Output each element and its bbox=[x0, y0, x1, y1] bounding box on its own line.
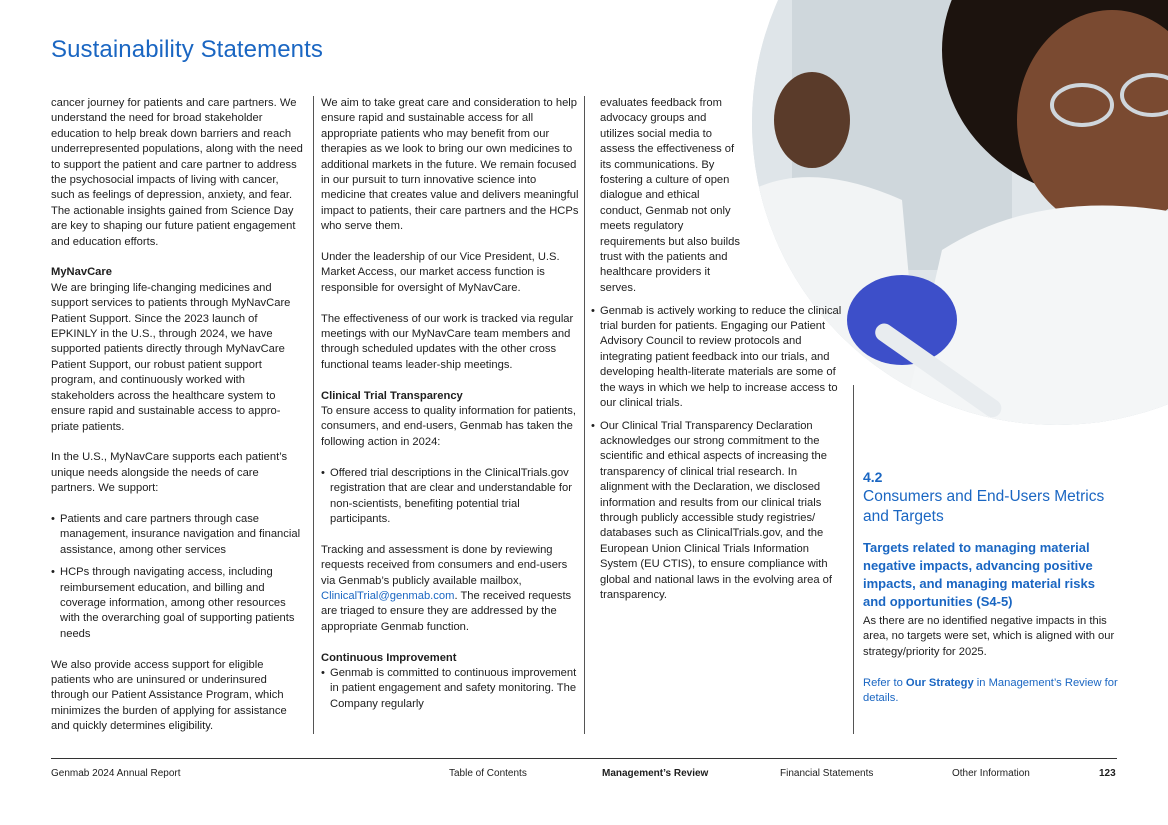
col2-bullet-list-2 bbox=[321, 666, 579, 712]
col2-para2: Under the leadership of our Vice President, U.S. Market Access, our market access function is responsible for oversight of MyNavCare. bbox=[321, 251, 560, 294]
list-item: • Genmab is committed to continuous improvement in patient engagement and safety monitoring. The Company regularly bbox=[321, 666, 579, 712]
list-item: • HCPs through navigating access, including reimbursement education, and billing and coverage information, among other resources with the overarching goal of supporting patients needs bbox=[51, 565, 303, 642]
footer-link-other-information[interactable]: Other Information bbox=[952, 768, 1030, 779]
list-item: • Genmab is actively working to reduce the clinical trial burden for patients. Engaging our Patient Advisory Council to review protocols and integrating patient feedback into our trials, and developing health-literate materials are some of the ways in which we help to increase access to our clinical trials. bbox=[591, 304, 847, 412]
list-item: • Our Clinical Trial Transparency Declaration acknowledges our strong commitment to the scientific and ethical aspects of increasing the transparency of clinical trial research. In alignment with the Declaration, we disclosed information and results from our clinical trials through publicly accessible study registries/ databases such as ClinicalTrials.gov, and the European Union Clinical Trials Information System (EU CTIS), to ensure compliance with global and national laws in the evolving area of transparency. bbox=[591, 419, 847, 604]
para5-text-end: . The received requests are triaged to ensure they are addressed by the appropriate Genmab function. bbox=[321, 589, 572, 633]
ref-prefix: Refer to bbox=[863, 677, 906, 689]
section-reference bbox=[863, 676, 1121, 707]
column-divider bbox=[584, 96, 585, 734]
col1-intro: cancer journey for patients and care partners. We understand the need for broad stakeholder education to help break down barriers and reach underrepresented populations, along with the need to support the patient and care partner to address the psychosocial impacts of living with cancer, such as feelings of depression, anxiety, and fear. The actionable insights gained from Science Day are key to shaping our future patient engagement and education efforts. bbox=[51, 97, 303, 248]
col2-para4: To ensure access to quality information for patients, consumers, and end-users, Genmab has taken the following action in 2024: bbox=[321, 405, 576, 448]
col3-bullet-list bbox=[591, 304, 847, 604]
col1-para3: We also provide access support for eligible patients who are uninsured or underinsured through our Patient Assistance Program, which minimizes the burden of applying for assistance and quickly determines eligibility. bbox=[51, 658, 287, 733]
footer-report-title: Genmab 2024 Annual Report bbox=[51, 768, 181, 779]
col2-para5 bbox=[321, 543, 579, 635]
col3-continued: evaluates feedback from advocacy groups and utilizes social media to assess the effectiveness of its communications. By fostering a culture of open dialogue and ethical conduct, Genmab not only meets regulatory requirements but also builds trust with the patients and healthcare providers it serves. bbox=[600, 97, 740, 294]
column-2 bbox=[321, 96, 579, 728]
column-divider bbox=[313, 96, 314, 734]
footer-link-management-review[interactable]: Management’s Review bbox=[602, 768, 709, 779]
footer-link-toc[interactable]: Table of Contents bbox=[449, 768, 527, 779]
section-title: Consumers and End-Users Metrics and Targets bbox=[863, 488, 1105, 525]
mynavcare-heading: MyNavCare bbox=[51, 266, 112, 279]
col2-para1: We aim to take great care and consideration to help ensure rapid and sustainable access for all appropriate patients who may benefit from our therapies as we look to bring our own medicines to additional markets in the future. We remain focused in our pursuit to turn innovative science into medicine that creates value and delivers meaningful impact to patients, their care partners and the HCPs who serve them. bbox=[321, 97, 579, 233]
our-strategy-link[interactable]: Our Strategy bbox=[905, 677, 974, 689]
para5-text: Tracking and assessment is done by reviewing requests received from consumers and end-users via Genmab’s publicly available mailbox, bbox=[321, 543, 568, 587]
continuous-improvement-heading: Continuous Improvement bbox=[321, 651, 457, 664]
section-heading: Targets related to managing material negative impacts, advancing positive impacts, and managing material risks and opportunities (S4-5) bbox=[863, 540, 1095, 609]
footer-divider bbox=[51, 758, 1117, 759]
list-item: • Offered trial descriptions in the ClinicalTrials.gov registration that are clear and understandable for non-scientists, benefiting potential trial participants. bbox=[321, 466, 579, 528]
page-title: Sustainability Statements bbox=[51, 36, 323, 63]
col1-bullet-list bbox=[51, 512, 303, 642]
col1-para1: We are bringing life-changing medicines and support services to patients through MyNavCare Patient Support. Since the 2023 launch of EPKINLY in the U.S., through 2024, we have supported patients directly through MyNavCare Patient Support, our robust patient support program, and continuously worked with stakeholders across the healthcare system to ensure rapid and sustainable access to appro-priate patients. bbox=[51, 281, 291, 433]
ref-suffix: in Management’s Review for details. bbox=[863, 677, 1118, 705]
col1-para2: In the U.S., MyNavCare supports each patient’s unique needs alongside the needs of care partners. We support: bbox=[51, 451, 288, 495]
col2-para3: The effectiveness of our work is tracked via regular meetings with our MyNavCare team members and through scheduled updates with the other cross functional teams leader-ship meetings. bbox=[321, 312, 574, 371]
section-body: As there are no identified negative impacts in this area, no targets were set, which is aligned with our strategy/priority for 2025. bbox=[863, 615, 1115, 658]
list-item: • Patients and care partners through case management, insurance navigation and financial assistance, among other services bbox=[51, 512, 303, 558]
mailbox-link[interactable]: ClinicalTrial@genmab.com bbox=[321, 589, 455, 602]
column-1 bbox=[51, 96, 303, 750]
footer-link-financial-statements[interactable]: Financial Statements bbox=[780, 768, 874, 779]
column-3 bbox=[591, 96, 847, 619]
clinical-trial-heading: Clinical Trial Transparency bbox=[321, 389, 463, 402]
column-divider bbox=[853, 385, 854, 734]
col2-bullet-list bbox=[321, 466, 579, 528]
section-number: 4.2 bbox=[863, 469, 883, 485]
page-number: 123 bbox=[1099, 768, 1116, 779]
